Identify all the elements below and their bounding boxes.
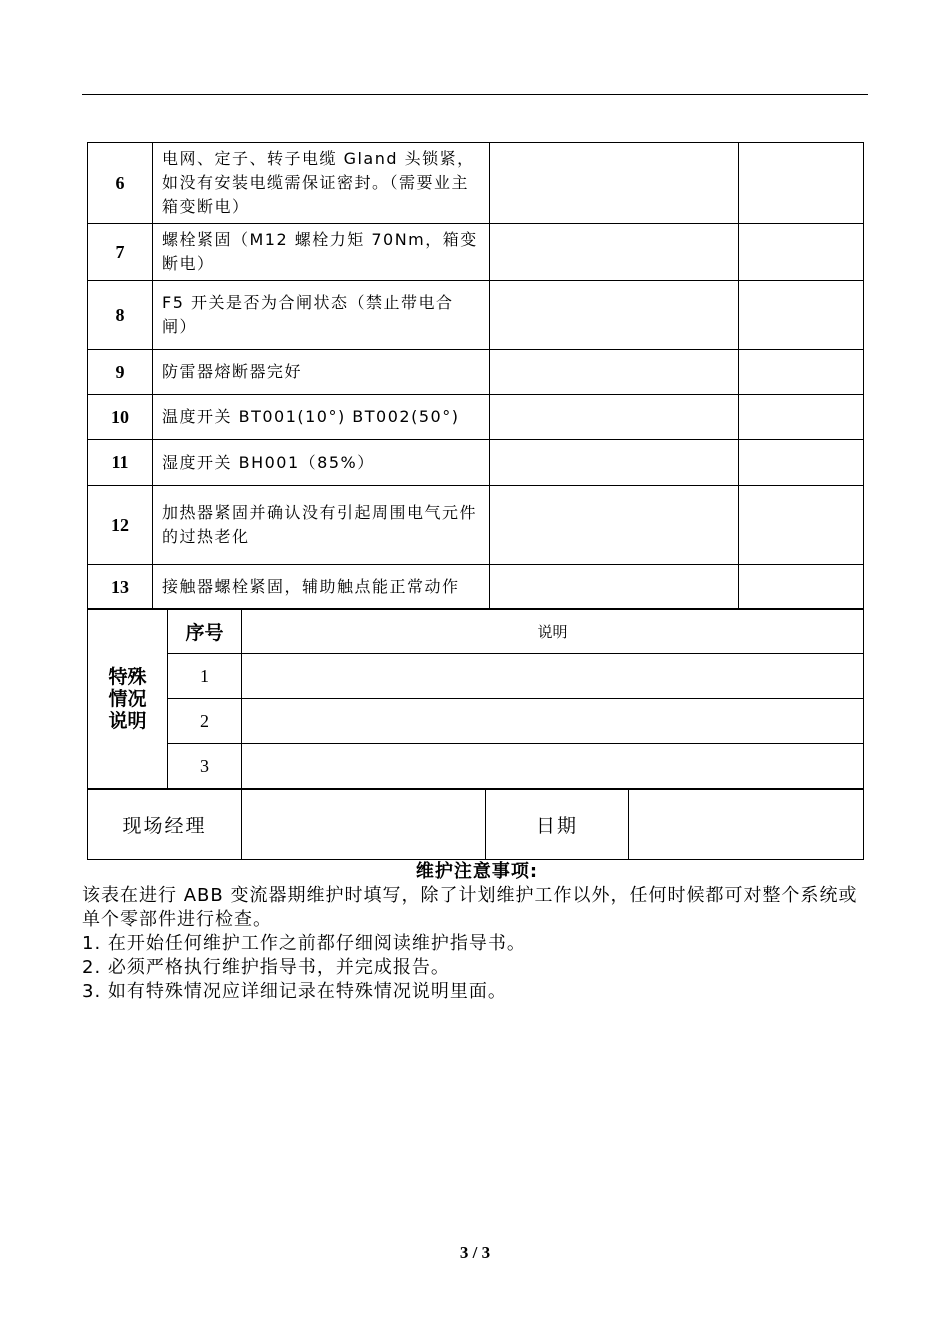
seq-header: 序号 <box>168 609 242 654</box>
item-description: 湿度开关 BH001（85%） <box>153 440 490 486</box>
table-row <box>88 790 864 860</box>
remark-cell[interactable] <box>739 224 864 281</box>
seq-number: 2 <box>168 699 242 744</box>
notes-title: 维护注意事项: <box>415 861 539 882</box>
table-row <box>88 654 864 699</box>
remark-cell[interactable] <box>739 350 864 395</box>
seq-number: 3 <box>168 744 242 789</box>
table-row <box>88 699 864 744</box>
special-desc-cell[interactable] <box>242 744 864 789</box>
item-number: 13 <box>88 565 153 610</box>
result-cell[interactable] <box>490 350 739 395</box>
item-description: 电网、定子、转子电缆 Gland 头锁紧，如没有安装电缆需保证密封。（需要业主箱变断电） <box>153 143 490 224</box>
remark-cell[interactable] <box>739 565 864 610</box>
item-description: 接触器螺栓紧固，辅助触点能正常动作 <box>153 565 490 610</box>
page-number: 3 / 3 <box>459 1243 491 1262</box>
notes-item: 1. 在开始任何维护工作之前都仔细阅读维护指导书。 <box>82 933 526 954</box>
table-row <box>88 281 864 350</box>
item-description: 螺栓紧固（M12 螺栓力矩 70Nm，箱变断电） <box>153 224 490 281</box>
remark-cell[interactable] <box>739 440 864 486</box>
item-number: 7 <box>88 224 153 281</box>
item-description: 温度开关 BT001(10°) BT002(50°) <box>153 395 490 440</box>
item-number: 11 <box>88 440 153 486</box>
remark-cell[interactable] <box>739 395 864 440</box>
signature-table <box>87 789 864 860</box>
table-row <box>88 744 864 789</box>
maintenance-notes <box>82 860 872 1004</box>
result-cell[interactable] <box>490 395 739 440</box>
header-rule <box>82 94 868 95</box>
result-cell[interactable] <box>490 143 739 224</box>
desc-header: 说明 <box>242 609 864 654</box>
result-cell[interactable] <box>490 440 739 486</box>
remark-cell[interactable] <box>739 281 864 350</box>
remark-cell[interactable] <box>739 143 864 224</box>
notes-item: 2. 必须严格执行维护指导书，并完成报告。 <box>82 957 450 978</box>
date-label: 日期 <box>486 790 629 860</box>
date-cell[interactable] <box>629 790 864 860</box>
item-number: 10 <box>88 395 153 440</box>
table-row <box>88 486 864 565</box>
manager-label: 现场经理 <box>88 790 242 860</box>
table-row <box>88 609 864 654</box>
special-situation-label-text: 特殊情况说明 <box>108 665 147 732</box>
special-desc-cell[interactable] <box>242 699 864 744</box>
item-description: 加热器紧固并确认没有引起周围电气元件的过热老化 <box>153 486 490 565</box>
table-row <box>88 350 864 395</box>
result-cell[interactable] <box>490 224 739 281</box>
item-number: 9 <box>88 350 153 395</box>
table-row <box>88 565 864 610</box>
item-description: F5 开关是否为合闸状态（禁止带电合闸） <box>153 281 490 350</box>
table-row <box>88 224 864 281</box>
notes-item: 3. 如有特殊情况应详细记录在特殊情况说明里面。 <box>82 981 507 1002</box>
result-cell[interactable] <box>490 565 739 610</box>
item-number: 6 <box>88 143 153 224</box>
seq-number: 1 <box>168 654 242 699</box>
special-situation-table <box>87 608 864 789</box>
maintenance-checklist-table <box>87 142 864 610</box>
table-row <box>88 395 864 440</box>
table-row <box>88 440 864 486</box>
result-cell[interactable] <box>490 486 739 565</box>
item-number: 8 <box>88 281 153 350</box>
remark-cell[interactable] <box>739 486 864 565</box>
manager-signature-cell[interactable] <box>242 790 486 860</box>
item-description: 防雷器熔断器完好 <box>153 350 490 395</box>
special-desc-cell[interactable] <box>242 654 864 699</box>
table-row <box>88 143 864 224</box>
special-situation-label <box>88 609 168 789</box>
notes-intro: 该表在进行 ABB 变流器期维护时填写，除了计划维护工作以外，任何时候都可对整个系统或单个零部件进行检查。 <box>82 885 858 930</box>
result-cell[interactable] <box>490 281 739 350</box>
item-number: 12 <box>88 486 153 565</box>
